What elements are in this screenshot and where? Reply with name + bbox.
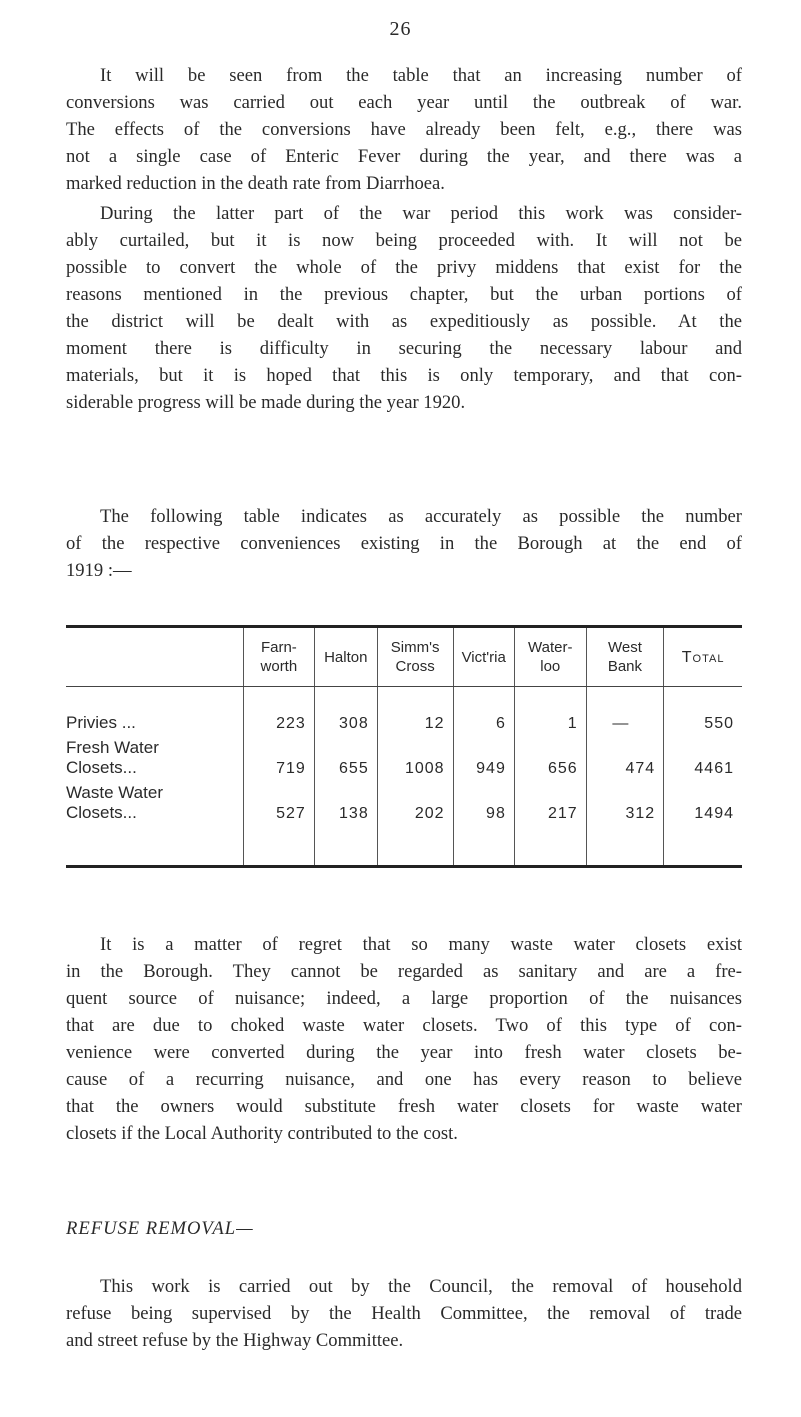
- text-line: quent source of nuisance; indeed, a large proportion of the nuisances: [66, 988, 742, 1009]
- table-cell: 202: [377, 778, 453, 867]
- text-line: in the Borough. They cannot be regarded as sanitary and are a fre-: [66, 961, 742, 982]
- text-line: that are due to choked waste water closets. Two of this type of con-: [66, 1015, 742, 1036]
- text-line: of the respective conveniences existing in the Borough at the end of: [66, 533, 742, 554]
- table-header-text: Total: [681, 648, 725, 666]
- text-line: It is a matter of regret that so many waste water closets exist: [100, 934, 742, 955]
- table-cell: —: [586, 687, 664, 734]
- table-cell: 656: [514, 733, 586, 778]
- table-header-cell: [664, 627, 742, 687]
- text-line: not a single case of Enteric Fever during the year, and there was a: [66, 146, 742, 167]
- table-row: [66, 778, 742, 867]
- table-header-text: Water-: [528, 639, 573, 656]
- table-cell: 474: [586, 733, 664, 778]
- conveniences-table: [66, 625, 742, 868]
- text-line: cause of a recurring nuisance, and one has every reason to believe: [66, 1069, 742, 1090]
- paragraph-conversions: [66, 62, 742, 197]
- text-line: closets if the Local Authority contributed to the cost.: [66, 1123, 458, 1144]
- text-line: This work is carried out by the Council, the removal of household: [100, 1276, 742, 1297]
- table-header-row: [66, 627, 742, 687]
- table-cell: 223: [243, 687, 314, 734]
- table-header-text: Simm's: [390, 639, 440, 656]
- text-line: It will be seen from the table that an increasing number of: [100, 65, 742, 86]
- text-line: materials, but it is hoped that this is only temporary, and that con-: [66, 365, 742, 386]
- row-label-text: Closets...: [66, 758, 137, 777]
- row-label-text: Privies ...: [66, 713, 136, 732]
- table-header-cell: [586, 627, 664, 687]
- text-line: siderable progress will be made during the year 1920.: [66, 392, 466, 413]
- table-cell: 527: [243, 778, 314, 867]
- table-header-text: Cross: [395, 658, 435, 675]
- row-label-text: Closets...: [66, 803, 137, 822]
- text-line: marked reduction in the death rate from Diarrhoea.: [66, 173, 445, 194]
- table-header-text: West: [607, 639, 642, 656]
- text-line: During the latter part of the war period this work was consider-: [100, 203, 742, 224]
- table-header-cell: [243, 627, 314, 687]
- text-line: refuse being supervised by the Health Committee, the removal of trade: [66, 1303, 742, 1324]
- text-line: The effects of the conversions have already been felt, e.g., there was: [66, 119, 742, 140]
- table-cell: 1494: [664, 778, 742, 867]
- table-header-text: worth: [260, 658, 298, 675]
- table-cell: 1008: [377, 733, 453, 778]
- page-number: 26: [389, 18, 412, 40]
- table-header-text: loo: [540, 658, 561, 675]
- text-line: moment there is difficulty in securing the necessary labour and: [66, 338, 742, 359]
- table-cell: 12: [377, 687, 453, 734]
- table-cell: 949: [453, 733, 514, 778]
- table-header-text: Farn-: [260, 639, 297, 656]
- row-label: [66, 733, 243, 778]
- paragraph-refuse-removal: [66, 1273, 742, 1354]
- table-header-blank: [66, 627, 243, 687]
- text-line: ably curtailed, but it is now being proceeded with. It will not be: [66, 230, 742, 251]
- text-line: venience were converted during the year into fresh water closets be-: [66, 1042, 742, 1063]
- table-header-cell: [377, 627, 453, 687]
- table-cell: 4461: [664, 733, 742, 778]
- table-header-text: Vict'ria: [461, 648, 506, 666]
- text-line: conversions was carried out each year until the outbreak of war.: [66, 92, 742, 113]
- table-cell: 719: [243, 733, 314, 778]
- table-cell: 308: [314, 687, 377, 734]
- text-line: possible to convert the whole of the privy middens that exist for the: [66, 257, 742, 278]
- paragraph-war-period: [66, 200, 742, 416]
- paragraph-table-intro: [66, 503, 742, 584]
- table-header-cell: [453, 627, 514, 687]
- row-label-text: Waste Water: [66, 783, 163, 802]
- text-line: the district will be dealt with as expeditiously as possible. At the: [66, 311, 742, 332]
- table-row: [66, 687, 742, 734]
- row-label-text: Fresh Water: [66, 738, 159, 757]
- table-cell: 312: [586, 778, 664, 867]
- row-label: [66, 687, 243, 734]
- table-header-text: Bank: [607, 658, 643, 675]
- table-row: [66, 733, 742, 778]
- table-header-cell: [514, 627, 586, 687]
- paragraph-waste-water-closets: [66, 931, 742, 1147]
- table-cell: 6: [453, 687, 514, 734]
- section-heading-refuse-removal: REFUSE REMOVAL—: [66, 1218, 254, 1239]
- table-cell: 98: [453, 778, 514, 867]
- text-line: 1919 :—: [66, 560, 132, 581]
- text-line: and street refuse by the Highway Committee.: [66, 1330, 404, 1351]
- text-line: The following table indicates as accurately as possible the number: [100, 506, 742, 527]
- table-cell: 1: [514, 687, 586, 734]
- table-header-text: Halton: [324, 648, 368, 666]
- row-label: [66, 778, 243, 867]
- table-cell: 217: [514, 778, 586, 867]
- table-cell: 655: [314, 733, 377, 778]
- table-header-cell: [314, 627, 377, 687]
- text-line: that the owners would substitute fresh water closets for waste water: [66, 1096, 742, 1117]
- table-cell: 550: [664, 687, 742, 734]
- text-line: reasons mentioned in the previous chapter, but the urban portions of: [66, 284, 742, 305]
- table-cell: 138: [314, 778, 377, 867]
